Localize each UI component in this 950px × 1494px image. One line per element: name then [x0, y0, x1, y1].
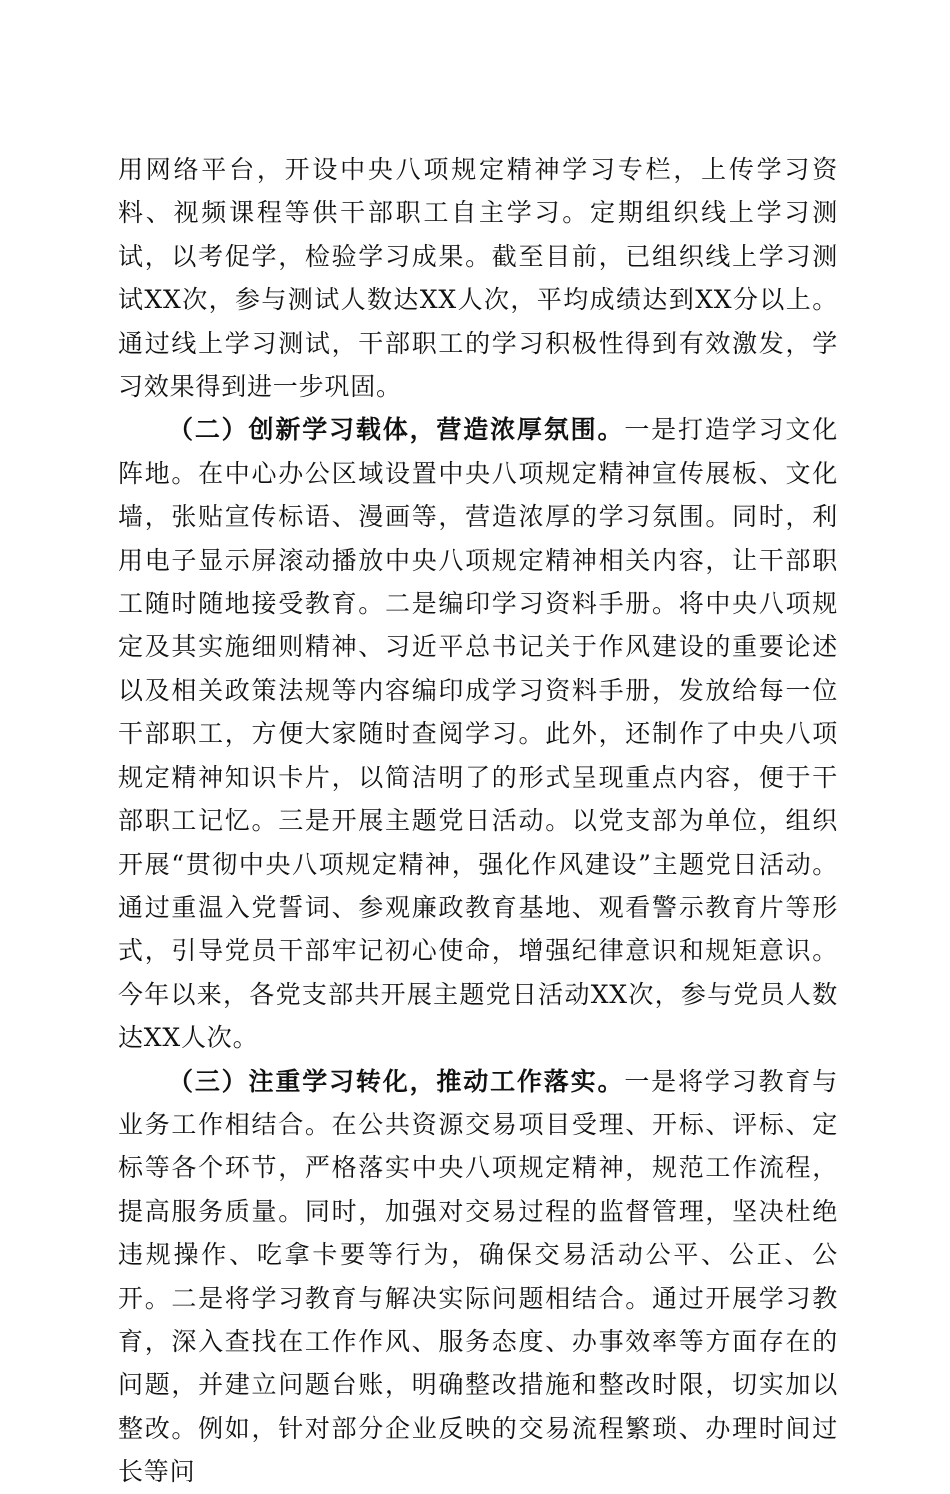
paragraph-2-text: 一是打造学习文化阵地。在中心办公区域设置中央八项规定精神宣传展板、文化墙，张贴宣传标语、漫画等，营造浓厚的学习氛围。同时，利用电子显示屏滚动播放中央八项规定精神相关内容，让干部职工随时随地接受教育。二是编印学习资料手册。将中央八项规定及其实施细则精神、习近平总书记关于作风建设的重要论述以及相关政策法规等内容编印成学习资料手册，发放给每一位干部职工，方便大家随时查阅学习。此外，还制作了中央八项规定精神知识卡片，以简洁明了的形式呈现重点内容，便于干部职工记忆。三是开展主题党日活动。以党支部为单位，组织开展“贯彻中央八项规定精神，强化作风建设”主题党日活动。通过重温入党誓词、参观廉政教育基地、观看警示教育片等形式，引导党员干部牢记初心使命，增强纪律意识和规矩意识。今年以来，各党支部共开展主题党日活动XX次，参与党员人数达XX人次。 [118, 415, 839, 1053]
section-heading-2: （二）创新学习载体，营造浓厚氛围。 [168, 415, 625, 445]
document-body [118, 148, 838, 1494]
section-heading-3: （三）注重学习转化，推动工作落实。 [168, 1066, 625, 1096]
paragraph-2 [118, 408, 838, 1059]
paragraph-3 [118, 1060, 838, 1494]
paragraph-3-text: 一是将学习教育与业务工作相结合。在公共资源交易项目受理、开标、评标、定标等各个环节，严格落实中央八项规定精神，规范工作流程，提高服务质量。同时，加强对交易过程的监督管理，坚决杜绝违规操作、吃拿卡要等行为，确保交易活动公平、公正、公开。二是将学习教育与解决实际问题相结合。通过开展学习教育，深入查找在工作作风、服务态度、办事效率等方面存在的问题，并建立问题台账，明确整改措施和整改时限，切实加以整改。例如，针对部分企业反映的交易流程繁琐、办理时间过长等问 [118, 1066, 839, 1487]
paragraph-1 [118, 148, 838, 408]
paragraph-1-text: 用网络平台，开设中央八项规定精神学习专栏，上传学习资料、视频课程等供干部职工自主学习。定期组织线上学习测试，以考促学，检验学习成果。截至目前，已组织线上学习测试XX次，参与测试人数达XX人次，平均成绩达到XX分以上。通过线上学习测试，干部职工的学习积极性得到有效激发，学习效果得到进一步巩固。 [118, 155, 838, 402]
